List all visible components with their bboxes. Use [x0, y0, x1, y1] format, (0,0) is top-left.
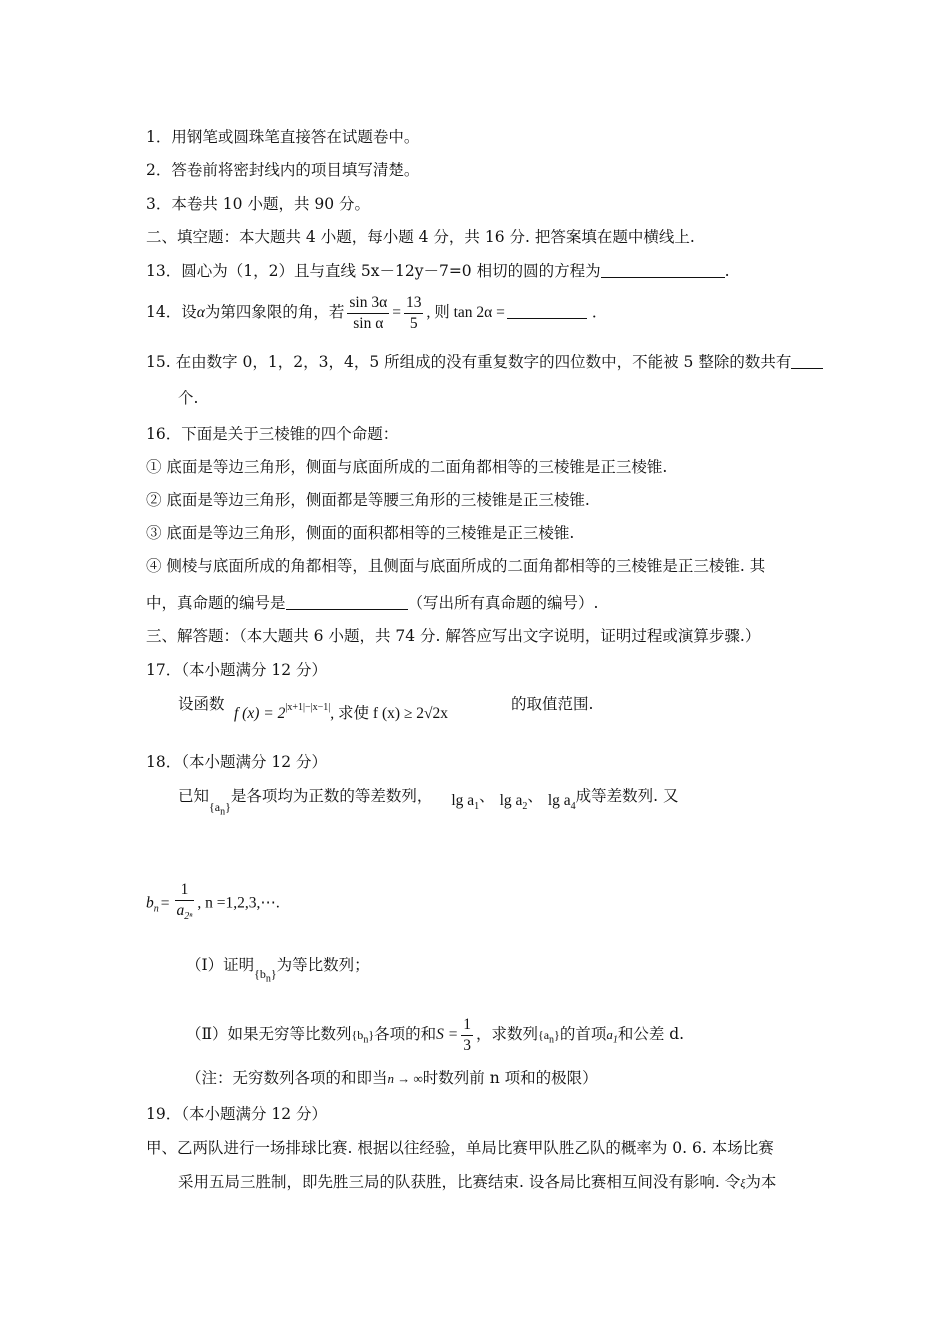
part2-mid2: ，求数列	[475, 1025, 538, 1043]
sequence-an-brace: {a	[537, 1028, 550, 1042]
question-18-line1	[178, 786, 679, 818]
bn-sub: n	[153, 903, 159, 915]
question-13-text: 13．圆心为（1，2）且与直线 5x－12y－7=0 相切的圆的方程为	[146, 262, 601, 280]
answer-blank-14	[507, 302, 587, 319]
exponent: |x+1|−|x−1|	[285, 702, 331, 713]
sequence-an-close: }	[225, 800, 231, 814]
sequence-bn	[254, 967, 277, 985]
question-14-mid: 为第四象限的角，若	[204, 303, 345, 321]
bn-symbol: b	[146, 894, 154, 912]
lg-a1-sub: 1	[474, 801, 480, 813]
question-18-header: 18．（本小题满分 12 分）	[146, 753, 328, 771]
sequence-bn-brace: {b	[254, 967, 266, 981]
lg-a4-text: lg a	[547, 792, 571, 809]
part2-post: 和公差 d.	[617, 1025, 685, 1043]
question-15	[146, 352, 823, 372]
note-pre: （注：无穷数列各项的和即当	[186, 1069, 388, 1087]
first-term-a: a	[606, 1027, 613, 1042]
sum-fraction	[461, 1015, 473, 1056]
question-19-line2	[178, 1172, 776, 1193]
alpha-symbol: α	[196, 304, 205, 321]
sequence-an-sub: n	[220, 806, 226, 818]
equals-sign: =	[392, 304, 401, 321]
lg-a2-sub: 2	[522, 801, 528, 813]
lg-a1-text: lg a	[451, 792, 475, 809]
sequence-an-brace: {a	[209, 800, 221, 814]
question-17-header: 17．（本小题满分 12 分）	[146, 661, 328, 679]
answer-blank-13	[601, 261, 725, 278]
fraction-denominator: sin α	[353, 314, 384, 332]
sequence-bn-close: }	[368, 1028, 375, 1042]
answer-blank-16	[286, 593, 408, 610]
question-18-post: 成等差数列. 又	[575, 787, 679, 805]
question-13-end: .	[724, 262, 730, 280]
question-18-mid: 是各项均为正数的等差数列，	[230, 787, 433, 805]
question-19-line1: 甲、乙两队进行一场排球比赛. 根据以往经验，单局比赛甲队胜乙队的概率为 0. 6. 本场比赛	[146, 1139, 774, 1157]
sine-ratio-fraction	[347, 293, 389, 334]
separator: 、	[527, 787, 543, 805]
sequence-bn-brace: {b	[351, 1028, 364, 1042]
part2-mid: 各项的和	[374, 1025, 437, 1043]
part1-pre: （Ⅰ）证明	[186, 956, 255, 974]
answer-blank-15	[791, 352, 823, 369]
note-post: 时数列前 n 项和的极限）	[422, 1069, 598, 1087]
question-15-line1: 15. 在由数字 0，1，2，3，4，5 所组成的没有重复数字的四位数中，不能被 5 整除的数共有	[146, 353, 792, 371]
question-16-intro: 16．下面是关于三棱锥的四个命题：	[146, 425, 399, 443]
fraction-numerator: 1	[175, 880, 195, 901]
denominator-sub: 2ⁿ	[184, 911, 193, 923]
question-16-closing-post: （写出所有真命题的编号）.	[407, 594, 599, 612]
inequality: , 求使 f (x) ≥ 2√2x	[330, 705, 449, 723]
fraction-numerator: 13	[404, 293, 424, 314]
fraction-denominator	[175, 901, 195, 927]
part2-pre: （Ⅱ）如果无穷等比数列	[186, 1025, 352, 1043]
question-17-pre: 设函数	[178, 695, 225, 713]
question-17-body	[178, 694, 225, 714]
sequence-an	[209, 800, 231, 818]
sequence-an-2	[537, 1028, 560, 1046]
question-18-pre: 已知	[178, 787, 210, 805]
sequence-bn-2	[351, 1028, 375, 1046]
separator: 、	[479, 787, 495, 805]
bn-fraction	[175, 880, 195, 927]
question-17-post: 的取值范围.	[511, 695, 594, 713]
bn-index-range: , n =1,2,3,⋯.	[197, 894, 280, 912]
question-16-closing	[146, 593, 598, 613]
value-fraction	[404, 293, 424, 334]
sequence-an-sub: n	[549, 1034, 555, 1046]
first-term	[606, 1027, 618, 1046]
fraction-denominator: 3	[463, 1036, 471, 1054]
equals-sign: =	[160, 894, 170, 912]
sequence-bn-close: }	[270, 967, 277, 981]
fraction-numerator: 1	[461, 1015, 473, 1036]
question-14-then: , 则 tan 2α =	[426, 304, 505, 321]
question-14-end: ．	[591, 303, 608, 321]
question-14	[146, 292, 607, 334]
section3-header: 三、解答题：（本大题共 6 小题，共 74 分. 解答应写出文字说明，证明过程或演算步骤.）	[146, 627, 761, 645]
question-14-pre: 14．设	[146, 303, 197, 321]
question-16-closing-pre: 中，真命题的编号是	[146, 594, 286, 612]
lg-a4	[547, 792, 576, 813]
question-19-line2-pre: 采用五局三胜制，即先胜三局的队获胜，比赛结束. 设各局比赛相互间没有影响. 令	[178, 1173, 741, 1191]
section2-header: 二、填空题：本大题共 4 小题，每小题 4 分，共 16 分. 把答案填在题中横线上.	[146, 228, 695, 246]
lg-a4-sub: 4	[570, 801, 576, 813]
proposition-2: ② 底面是等边三角形，侧面都是等腰三角形的三棱锥是正三棱锥.	[146, 491, 590, 509]
bn-definition	[146, 880, 280, 932]
proposition-1: ① 底面是等边三角形，侧面与底面所成的二面角都相等的三棱锥是正三棱锥.	[146, 458, 668, 476]
question-13	[146, 261, 730, 281]
sum-symbol: S =	[436, 1026, 459, 1043]
question-15-line2: 个.	[178, 389, 199, 407]
question-18-note	[186, 1068, 598, 1089]
fraction-numerator: sin 3α	[347, 293, 389, 314]
question-17-formula	[234, 700, 448, 724]
sequence-an-close: }	[554, 1028, 560, 1042]
limit-expression: n → ∞	[387, 1071, 423, 1086]
proposition-3: ③ 底面是等边三角形，侧面的面积都相等的三棱锥是正三棱锥.	[146, 524, 575, 542]
fraction-denominator: 5	[409, 314, 418, 332]
instruction-3: 3．本卷共 10 小题，共 90 分。	[146, 195, 371, 213]
lg-a2	[499, 792, 528, 813]
lg-a2-text: lg a	[499, 792, 523, 809]
first-term-sub: 1	[612, 1034, 618, 1046]
part1-post: 为等比数列；	[276, 956, 370, 974]
instruction-1: 1．用钢笔或圆珠笔直接答在试题卷中。	[146, 128, 420, 146]
question-19-header: 19．（本小题满分 12 分）	[146, 1105, 328, 1123]
question-18-part2	[186, 1012, 684, 1063]
denominator-a: a	[176, 902, 185, 919]
question-19-line2-post: 为本	[745, 1173, 777, 1191]
xi-symbol: ξ	[740, 1176, 746, 1190]
lg-a1	[451, 792, 480, 813]
instruction-2: 2．答卷前将密封线内的项目填写清楚。	[146, 161, 420, 179]
sequence-bn-sub: n	[265, 973, 271, 985]
part2-mid3: 的首项	[559, 1025, 607, 1043]
function-definition: f (x) = 2	[234, 705, 286, 723]
sequence-bn-sub: n	[363, 1034, 369, 1046]
proposition-4: ④ 侧棱与底面所成的角都相等，且侧面与底面所成的二面角都相等的三棱锥是正三棱锥. 其	[146, 557, 766, 575]
question-18-part1	[186, 955, 370, 985]
